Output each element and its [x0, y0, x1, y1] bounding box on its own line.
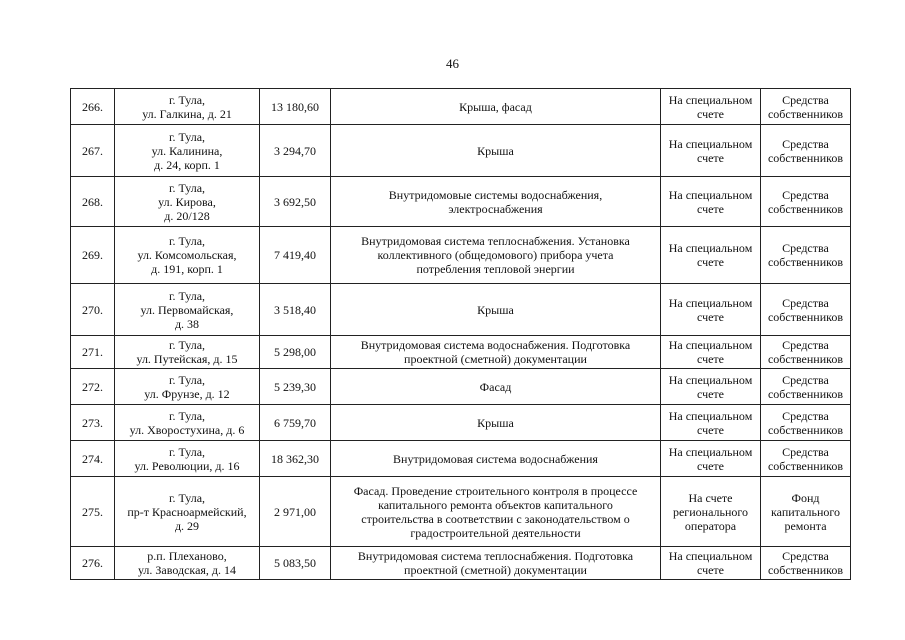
- funding-source-cell: Средства собственников: [761, 89, 851, 125]
- funding-source-cell: Средства собственников: [761, 336, 851, 369]
- table-row: [71, 89, 851, 125]
- table-row: [71, 547, 851, 580]
- funding-source-cell: Фонд капитального ремонта: [761, 477, 851, 547]
- work-description-cell: Фасад: [331, 369, 661, 405]
- row-number: 267.: [71, 125, 115, 177]
- amount-cell: 3 518,40: [260, 284, 331, 336]
- funding-source-cell: Средства собственников: [761, 369, 851, 405]
- repair-table: [70, 88, 851, 580]
- work-description-cell: Внутридомовые системы водоснабжения, электроснабжения: [331, 177, 661, 227]
- amount-cell: 5 298,00: [260, 336, 331, 369]
- address-cell: г. Тула, ул. Галкина, д. 21: [115, 89, 260, 125]
- row-number: 270.: [71, 284, 115, 336]
- table-row: [71, 441, 851, 477]
- table-row: [71, 369, 851, 405]
- funding-source-cell: Средства собственников: [761, 227, 851, 284]
- row-number: 274.: [71, 441, 115, 477]
- account-type-cell: На специальном счете: [661, 89, 761, 125]
- work-description-cell: Внутридомовая система теплоснабжения. Установка коллективного (общедомового) прибора учета потребления тепловой энергии: [331, 227, 661, 284]
- address-cell: г. Тула, ул. Фрунзе, д. 12: [115, 369, 260, 405]
- work-description-cell: Крыша: [331, 284, 661, 336]
- table-row: [71, 177, 851, 227]
- row-number: 271.: [71, 336, 115, 369]
- address-cell: г. Тула, ул. Революции, д. 16: [115, 441, 260, 477]
- row-number: 272.: [71, 369, 115, 405]
- row-number: 269.: [71, 227, 115, 284]
- address-cell: г. Тула, ул. Хворостухина, д. 6: [115, 405, 260, 441]
- amount-cell: 7 419,40: [260, 227, 331, 284]
- amount-cell: 3 294,70: [260, 125, 331, 177]
- funding-source-cell: Средства собственников: [761, 405, 851, 441]
- address-cell: г. Тула, ул. Кирова, д. 20/128: [115, 177, 260, 227]
- table-row: [71, 336, 851, 369]
- work-description-cell: Фасад. Проведение строительного контроля в процессе капитального ремонта объектов капитального строительства в соответствии с законодательством о градостроительной деятельности: [331, 477, 661, 547]
- account-type-cell: На специальном счете: [661, 125, 761, 177]
- account-type-cell: На счете регионального оператора: [661, 477, 761, 547]
- funding-source-cell: Средства собственников: [761, 284, 851, 336]
- amount-cell: 3 692,50: [260, 177, 331, 227]
- account-type-cell: На специальном счете: [661, 336, 761, 369]
- amount-cell: 2 971,00: [260, 477, 331, 547]
- amount-cell: 5 083,50: [260, 547, 331, 580]
- funding-source-cell: Средства собственников: [761, 547, 851, 580]
- row-number: 266.: [71, 89, 115, 125]
- account-type-cell: На специальном счете: [661, 369, 761, 405]
- account-type-cell: На специальном счете: [661, 284, 761, 336]
- table-row: [71, 125, 851, 177]
- table-row: [71, 477, 851, 547]
- address-cell: р.п. Плеханово, ул. Заводская, д. 14: [115, 547, 260, 580]
- account-type-cell: На специальном счете: [661, 227, 761, 284]
- work-description-cell: Внутридомовая система водоснабжения: [331, 441, 661, 477]
- address-cell: г. Тула, ул. Калинина, д. 24, корп. 1: [115, 125, 260, 177]
- account-type-cell: На специальном счете: [661, 177, 761, 227]
- amount-cell: 5 239,30: [260, 369, 331, 405]
- account-type-cell: На специальном счете: [661, 547, 761, 580]
- account-type-cell: На специальном счете: [661, 441, 761, 477]
- row-number: 275.: [71, 477, 115, 547]
- table-row: [71, 405, 851, 441]
- address-cell: г. Тула, ул. Первомайская, д. 38: [115, 284, 260, 336]
- work-description-cell: Крыша: [331, 405, 661, 441]
- amount-cell: 6 759,70: [260, 405, 331, 441]
- table-row: [71, 284, 851, 336]
- amount-cell: 13 180,60: [260, 89, 331, 125]
- funding-source-cell: Средства собственников: [761, 177, 851, 227]
- funding-source-cell: Средства собственников: [761, 125, 851, 177]
- amount-cell: 18 362,30: [260, 441, 331, 477]
- row-number: 273.: [71, 405, 115, 441]
- work-description-cell: Крыша, фасад: [331, 89, 661, 125]
- address-cell: г. Тула, пр-т Красноармейский, д. 29: [115, 477, 260, 547]
- address-cell: г. Тула, ул. Путейская, д. 15: [115, 336, 260, 369]
- funding-source-cell: Средства собственников: [761, 441, 851, 477]
- work-description-cell: Крыша: [331, 125, 661, 177]
- work-description-cell: Внутридомовая система водоснабжения. Подготовка проектной (сметной) документации: [331, 336, 661, 369]
- address-cell: г. Тула, ул. Комсомольская, д. 191, корп. 1: [115, 227, 260, 284]
- work-description-cell: Внутридомовая система теплоснабжения. Подготовка проектной (сметной) документации: [331, 547, 661, 580]
- row-number: 268.: [71, 177, 115, 227]
- table-row: [71, 227, 851, 284]
- page-number: 46: [446, 56, 459, 71]
- account-type-cell: На специальном счете: [661, 405, 761, 441]
- row-number: 276.: [71, 547, 115, 580]
